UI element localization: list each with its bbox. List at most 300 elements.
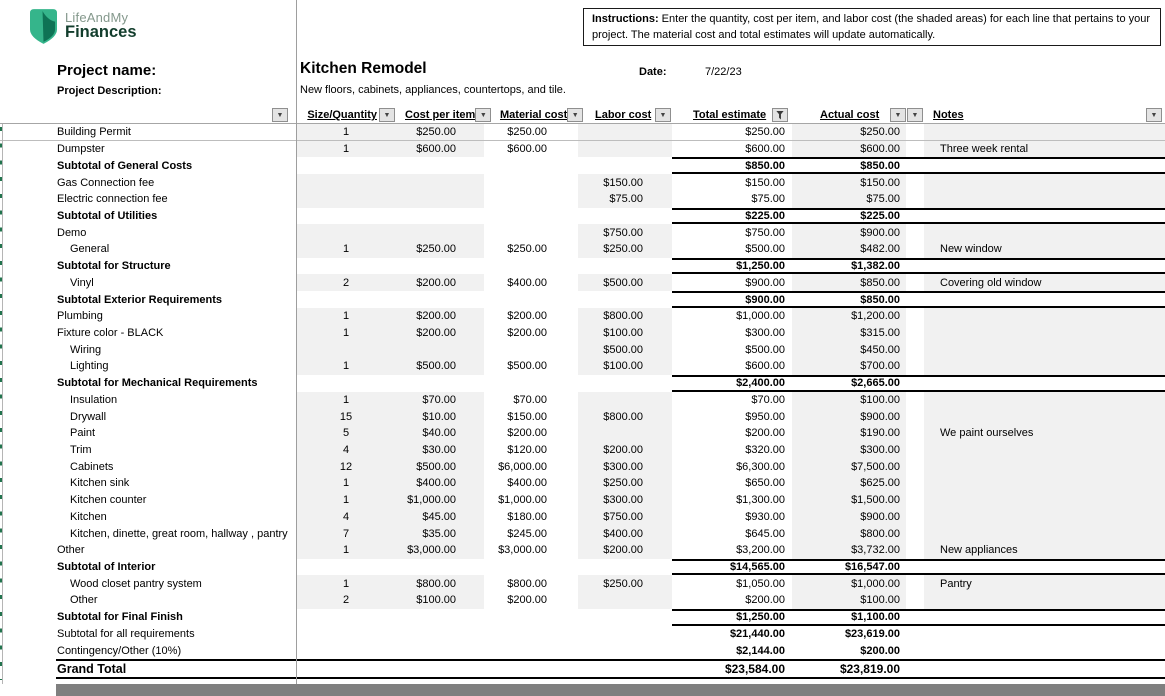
cell-item-name[interactable]: Other	[57, 544, 85, 557]
cell-actual-cost[interactable]: $23,619.00	[844, 627, 900, 640]
cell-notes[interactable]	[924, 442, 1165, 459]
filter-applied-button-total-estimate[interactable]	[772, 108, 788, 122]
filter-button-actual-cost[interactable]	[890, 108, 906, 122]
cell-size-quantity[interactable]	[296, 375, 396, 392]
cell-actual-cost[interactable]: $1,500.00	[792, 492, 906, 509]
cell-actual-cost[interactable]: $850.00	[792, 291, 906, 308]
cell-actual-cost[interactable]: $850.00	[792, 157, 906, 174]
cell-cost-per-item[interactable]	[396, 174, 484, 191]
cell-actual-cost[interactable]: $600.00	[792, 141, 906, 158]
cell-item-name[interactable]: Building Permit	[57, 125, 131, 138]
project-description-value[interactable]: New floors, cabinets, appliances, countertops, and tile.	[300, 84, 566, 96]
cell-cost-per-item[interactable]: $70.00	[396, 392, 484, 409]
cell-notes[interactable]	[924, 308, 1165, 325]
header-items-column	[0, 107, 296, 123]
cell-size-quantity[interactable]: 1	[296, 392, 396, 409]
cell-item-name[interactable]: Subtotal for all requirements	[57, 627, 195, 640]
cell-cost-per-item[interactable]: $200.00	[396, 308, 484, 325]
cell-material-cost	[484, 258, 578, 275]
cell-notes[interactable]	[924, 458, 1165, 475]
cell-item-name[interactable]: Lighting	[70, 360, 109, 373]
cell-labor-cost[interactable]: $100.00	[578, 358, 672, 375]
table-row	[0, 592, 1165, 609]
cell-size-quantity[interactable]	[296, 642, 396, 659]
cell-actual-cost[interactable]: $1,100.00	[792, 609, 906, 626]
cell-cost-per-item[interactable]	[396, 157, 484, 174]
cell-gap	[906, 325, 924, 342]
cell-gap	[906, 509, 924, 526]
cell-labor-cost[interactable]: $400.00	[578, 525, 672, 542]
cell-labor-cost[interactable]: $750.00	[578, 224, 672, 241]
table-row	[0, 642, 1165, 659]
cell-cost-per-item[interactable]: $200.00	[396, 325, 484, 342]
cell-item-name[interactable]: Plumbing	[57, 310, 103, 323]
cell-item-name[interactable]: Subtotal for Structure	[57, 260, 171, 273]
cell-labor-cost[interactable]: $250.00	[578, 241, 672, 258]
cell-actual-cost[interactable]: $7,500.00	[792, 458, 906, 475]
date-value[interactable]: 7/22/23	[705, 66, 742, 78]
cell-actual-cost[interactable]: $250.00	[792, 124, 906, 140]
cell-item-name[interactable]: Vinyl	[70, 276, 94, 289]
cell-gap	[906, 475, 924, 492]
project-description-label: Project Description:	[57, 85, 162, 97]
cell-actual-cost[interactable]: $75.00	[792, 191, 906, 208]
cell-actual-cost[interactable]: $850.00	[792, 274, 906, 291]
table-row	[0, 442, 1165, 459]
cell-labor-cost[interactable]	[578, 157, 672, 174]
cell-notes[interactable]	[924, 124, 1165, 140]
cell-cost-per-item[interactable]: $100.00	[396, 592, 484, 609]
table-row	[0, 341, 1165, 358]
cell-item-name[interactable]: Wood closet pantry system	[70, 577, 202, 590]
filter-button-size-quantity[interactable]	[379, 108, 395, 122]
cell-total-estimate: $900.00	[672, 291, 792, 308]
cell-notes[interactable]: Three week rental	[924, 141, 1165, 158]
cell-material-cost: $400.00	[507, 477, 547, 490]
cell-cost-per-item[interactable]: $400.00	[396, 475, 484, 492]
cell-gap	[906, 358, 924, 375]
cell-notes[interactable]	[924, 375, 1165, 392]
cell-size-quantity[interactable]: 4	[296, 442, 396, 459]
cell-material-cost: $500.00	[507, 360, 547, 373]
cell-labor-cost[interactable]	[578, 592, 672, 609]
cell-notes[interactable]	[924, 157, 1165, 174]
cell-notes[interactable]	[924, 642, 1165, 659]
table-row	[0, 559, 1165, 576]
cell-actual-cost[interactable]: $700.00	[792, 358, 906, 375]
cell-size-quantity[interactable]	[296, 609, 396, 626]
cell-total-estimate: $1,050.00	[736, 577, 785, 590]
cell-cost-per-item[interactable]: $600.00	[396, 141, 484, 158]
project-name-value[interactable]: Kitchen Remodel	[300, 60, 427, 77]
funnel-icon	[776, 111, 784, 120]
cell-material-cost	[484, 375, 578, 392]
cell-cost-per-item[interactable]	[396, 291, 484, 308]
cell-size-quantity[interactable]: 1	[296, 141, 396, 158]
left-edge-line	[2, 124, 3, 684]
cell-material-cost: $200.00	[507, 427, 547, 440]
cell-material-cost	[484, 659, 578, 679]
cell-actual-cost[interactable]: $2,665.00	[792, 375, 906, 392]
cell-notes[interactable]	[924, 626, 1165, 643]
cell-notes[interactable]	[924, 258, 1165, 275]
table-row	[0, 157, 1165, 174]
cell-gap	[906, 542, 924, 559]
cell-gap	[906, 258, 924, 275]
brand-line1: LifeAndMy	[65, 10, 129, 25]
cell-size-quantity[interactable]: 1	[296, 308, 396, 325]
header-actual-cost: Actual cost ▼	[792, 107, 906, 123]
cell-labor-cost[interactable]	[578, 642, 672, 659]
cell-gap	[906, 291, 924, 308]
cell-labor-cost[interactable]: $800.00	[578, 308, 672, 325]
cell-material-cost	[484, 609, 578, 626]
cell-cost-per-item[interactable]	[396, 208, 484, 225]
cell-labor-cost[interactable]	[578, 659, 672, 679]
cell-item-name[interactable]: Grand Total	[57, 661, 127, 676]
cell-size-quantity[interactable]: 1	[296, 124, 396, 140]
cell-size-quantity[interactable]	[296, 659, 396, 679]
cell-total-estimate: $3,200.00	[736, 544, 785, 557]
table-row	[0, 241, 1165, 258]
table-row	[0, 224, 1165, 241]
cell-size-quantity[interactable]: 1	[296, 575, 396, 592]
cell-item-name[interactable]: Subtotal Exterior Requirements	[57, 293, 223, 306]
cell-cost-per-item[interactable]	[396, 609, 484, 626]
table-row	[0, 375, 1165, 392]
cell-cost-per-item[interactable]	[396, 642, 484, 659]
cell-cost-per-item[interactable]: $1,000.00	[396, 492, 484, 509]
cell-actual-cost[interactable]: $225.00	[792, 208, 906, 225]
cell-notes[interactable]	[924, 208, 1165, 225]
cell-labor-cost[interactable]: $500.00	[578, 341, 672, 358]
cell-actual-cost[interactable]: $23,819.00	[839, 661, 900, 676]
cell-item-name[interactable]: Subtotal of Interior	[57, 561, 156, 574]
cell-labor-cost[interactable]	[578, 375, 672, 392]
cell-cost-per-item[interactable]	[396, 626, 484, 643]
cell-item-name[interactable]: Kitchen sink	[70, 477, 130, 490]
cell-actual-cost[interactable]: $900.00	[792, 224, 906, 241]
cell-item-name[interactable]: Demo	[57, 226, 87, 239]
cell-actual-cost[interactable]: $900.00	[792, 509, 906, 526]
cell-actual-cost[interactable]: $625.00	[792, 475, 906, 492]
filter-button-labor-cost[interactable]	[655, 108, 671, 122]
cell-cost-per-item[interactable]: $200.00	[396, 274, 484, 291]
cell-labor-cost[interactable]	[578, 559, 672, 576]
cell-notes[interactable]	[924, 358, 1165, 375]
cell-total-estimate: $70.00	[751, 393, 785, 406]
cell-actual-cost[interactable]: $1,382.00	[792, 258, 906, 275]
cell-size-quantity[interactable]	[296, 291, 396, 308]
cell-total-estimate: $900.00	[745, 276, 785, 289]
cell-actual-cost[interactable]: $1,000.00	[792, 575, 906, 592]
cell-actual-cost[interactable]: $100.00	[792, 392, 906, 409]
chevron-down-icon: ▼	[276, 111, 284, 119]
cell-size-quantity[interactable]	[296, 626, 396, 643]
cell-gap	[906, 425, 924, 442]
cell-notes[interactable]	[924, 559, 1165, 576]
cell-material-cost: $120.00	[507, 444, 547, 457]
cell-item-name[interactable]: Trim	[70, 444, 92, 457]
date-label: Date:	[639, 66, 667, 78]
cell-size-quantity[interactable]: 2	[296, 274, 396, 291]
cell-material-cost	[484, 559, 578, 576]
cell-notes[interactable]	[924, 341, 1165, 358]
cell-material-cost	[484, 191, 578, 208]
cell-labor-cost[interactable]: $250.00	[578, 475, 672, 492]
cell-actual-cost[interactable]: $1,200.00	[792, 308, 906, 325]
cell-total-estimate: $250.00	[745, 125, 785, 138]
cell-size-quantity[interactable]: 4	[296, 509, 396, 526]
cell-cost-per-item[interactable]: $250.00	[396, 241, 484, 258]
cell-total-estimate: $200.00	[745, 427, 785, 440]
cell-material-cost	[484, 291, 578, 308]
cell-size-quantity[interactable]	[296, 559, 396, 576]
table-row	[0, 141, 1165, 158]
cell-size-quantity[interactable]: 15	[296, 408, 396, 425]
cell-labor-cost[interactable]: $300.00	[578, 458, 672, 475]
cell-notes[interactable]: Pantry	[924, 575, 1165, 592]
cell-item-name[interactable]: General	[70, 243, 110, 256]
cell-item-name[interactable]: Kitchen	[70, 510, 107, 523]
cell-notes[interactable]	[924, 174, 1165, 191]
cell-actual-cost[interactable]: $450.00	[792, 341, 906, 358]
cell-gap	[906, 559, 924, 576]
cell-total-estimate: $500.00	[745, 343, 785, 356]
cell-total-estimate: $21,440.00	[729, 627, 785, 640]
cell-size-quantity[interactable]: 1	[296, 325, 396, 342]
filter-button-notes[interactable]	[1146, 108, 1162, 122]
cell-actual-cost[interactable]: $482.00	[792, 241, 906, 258]
cell-size-quantity[interactable]	[296, 191, 396, 208]
table-row	[0, 191, 1165, 208]
cell-item-name[interactable]: Contingency/Other (10%)	[57, 644, 182, 657]
cell-labor-cost[interactable]	[578, 392, 672, 409]
cell-item-name[interactable]: Fixture color - BLACK	[57, 326, 164, 339]
cell-labor-cost[interactable]	[578, 258, 672, 275]
cell-total-estimate: $850.00	[672, 157, 792, 174]
cell-size-quantity[interactable]: 1	[296, 475, 396, 492]
cell-notes[interactable]	[924, 659, 1165, 679]
cell-item-name[interactable]: Electric connection fee	[57, 193, 168, 206]
cell-gap	[906, 659, 924, 679]
cell-labor-cost[interactable]: $500.00	[578, 274, 672, 291]
cell-labor-cost[interactable]	[578, 425, 672, 442]
cell-notes[interactable]	[924, 609, 1165, 626]
cell-cost-per-item[interactable]: $45.00	[396, 509, 484, 526]
cell-actual-cost[interactable]: $900.00	[792, 408, 906, 425]
cell-labor-cost[interactable]: $75.00	[578, 191, 672, 208]
header-labor-cost: Labor cost ▼	[578, 107, 672, 123]
cell-labor-cost[interactable]: $100.00	[578, 325, 672, 342]
cell-notes[interactable]	[924, 475, 1165, 492]
cell-labor-cost[interactable]	[578, 609, 672, 626]
table-row	[0, 458, 1165, 475]
chevron-down-icon: ▼	[571, 111, 579, 119]
cell-labor-cost[interactable]	[578, 124, 672, 140]
cell-item-name[interactable]: Cabinets	[70, 460, 114, 473]
cell-material-cost: $6,000.00	[498, 460, 547, 473]
cell-labor-cost[interactable]: $300.00	[578, 492, 672, 509]
cell-labor-cost[interactable]: $200.00	[578, 542, 672, 559]
cell-actual-cost[interactable]: $190.00	[792, 425, 906, 442]
cell-labor-cost[interactable]	[578, 291, 672, 308]
cell-material-cost	[484, 157, 578, 174]
cell-size-quantity[interactable]: 7	[296, 525, 396, 542]
cell-item-name[interactable]: Subtotal of Utilities	[57, 209, 158, 222]
cell-item-name[interactable]: Gas Connection fee	[57, 176, 155, 189]
cell-gap	[906, 392, 924, 409]
cell-gap	[906, 458, 924, 475]
cell-notes[interactable]	[924, 325, 1165, 342]
cell-size-quantity[interactable]	[296, 208, 396, 225]
cell-labor-cost[interactable]	[578, 626, 672, 643]
brand-shield-icon	[30, 9, 57, 49]
filter-button-spare[interactable]	[907, 108, 923, 122]
cell-notes[interactable]	[924, 525, 1165, 542]
table-row	[0, 325, 1165, 342]
cell-item-name[interactable]: Subtotal for Final Finish	[57, 611, 183, 624]
cell-size-quantity[interactable]: 1	[296, 358, 396, 375]
cell-size-quantity[interactable]: 2	[296, 592, 396, 609]
cell-cost-per-item[interactable]: $500.00	[396, 358, 484, 375]
cell-size-quantity[interactable]: 5	[296, 425, 396, 442]
cell-material-cost	[484, 174, 578, 191]
cell-notes[interactable]	[924, 408, 1165, 425]
cell-item-name[interactable]: Kitchen counter	[70, 494, 147, 507]
cell-size-quantity[interactable]: 1	[296, 542, 396, 559]
cell-gap	[906, 609, 924, 626]
cell-material-cost	[484, 642, 578, 659]
cell-cost-per-item[interactable]	[396, 191, 484, 208]
cell-item-name[interactable]: Kitchen, dinette, great room, hallway , pantry	[70, 527, 288, 540]
cell-labor-cost[interactable]: $250.00	[578, 575, 672, 592]
cell-material-cost	[484, 224, 578, 241]
chevron-down-icon: ▼	[894, 111, 902, 119]
table-row	[0, 308, 1165, 325]
cell-size-quantity[interactable]	[296, 341, 396, 358]
cell-cost-per-item[interactable]: $500.00	[396, 458, 484, 475]
cell-notes[interactable]: New appliances	[924, 542, 1165, 559]
cell-gap	[906, 341, 924, 358]
cell-labor-cost[interactable]: $800.00	[578, 408, 672, 425]
cell-notes[interactable]	[924, 191, 1165, 208]
cell-item-name[interactable]: Drywall	[70, 410, 107, 423]
cell-cost-per-item[interactable]	[396, 375, 484, 392]
instructions-box	[583, 8, 1161, 46]
cell-actual-cost[interactable]: $3,732.00	[792, 542, 906, 559]
cell-actual-cost[interactable]: $150.00	[792, 174, 906, 191]
cell-cost-per-item[interactable]: $35.00	[396, 525, 484, 542]
cell-material-cost: $200.00	[507, 310, 547, 323]
cell-labor-cost[interactable]: $150.00	[578, 174, 672, 191]
cell-cost-per-item[interactable]: $3,000.00	[396, 542, 484, 559]
cell-cost-per-item[interactable]: $800.00	[396, 575, 484, 592]
cell-total-estimate: $200.00	[745, 594, 785, 607]
table-header-row	[0, 107, 1165, 124]
cell-cost-per-item[interactable]: $30.00	[396, 442, 484, 459]
cell-actual-cost[interactable]: $800.00	[792, 525, 906, 542]
cell-notes[interactable]	[924, 492, 1165, 509]
cell-gap	[906, 191, 924, 208]
cell-item-name[interactable]: Insulation	[70, 393, 118, 406]
cell-notes[interactable]	[924, 592, 1165, 609]
chevron-down-icon: ▼	[479, 111, 487, 119]
cell-labor-cost[interactable]	[578, 208, 672, 225]
cell-actual-cost[interactable]: $300.00	[792, 442, 906, 459]
cell-cost-per-item[interactable]	[396, 224, 484, 241]
cell-total-estimate: $600.00	[745, 143, 785, 156]
cell-notes[interactable]: New window	[924, 241, 1165, 258]
table-row	[0, 208, 1165, 225]
cell-material-cost: $600.00	[507, 143, 547, 156]
cell-notes[interactable]	[924, 224, 1165, 241]
cell-gap	[906, 274, 924, 291]
cell-total-estimate: $320.00	[745, 444, 785, 457]
table-row	[0, 542, 1165, 559]
filter-button-items[interactable]	[272, 108, 288, 122]
cell-size-quantity[interactable]	[296, 258, 396, 275]
cell-notes[interactable]: Covering old window	[924, 274, 1165, 291]
table-row	[0, 425, 1165, 442]
cell-item-name[interactable]: Subtotal of General Costs	[57, 159, 193, 172]
cell-cost-per-item[interactable]	[396, 341, 484, 358]
cell-notes[interactable]	[924, 291, 1165, 308]
column-divider-line	[296, 0, 297, 684]
cell-cost-per-item[interactable]	[396, 559, 484, 576]
table-row	[0, 525, 1165, 542]
cell-notes[interactable]	[924, 509, 1165, 526]
cell-item-name[interactable]: Wiring	[70, 343, 102, 356]
cell-size-quantity[interactable]	[296, 174, 396, 191]
cell-cost-per-item[interactable]	[396, 659, 484, 679]
cell-total-estimate: $930.00	[745, 510, 785, 523]
cell-size-quantity[interactable]	[296, 224, 396, 241]
cell-size-quantity[interactable]: 1	[296, 492, 396, 509]
cell-gap	[906, 525, 924, 542]
cell-labor-cost[interactable]	[578, 141, 672, 158]
table-row	[0, 659, 1165, 679]
cell-actual-cost[interactable]: $200.00	[860, 644, 900, 657]
cell-item-name[interactable]: Subtotal for Mechanical Requirements	[57, 377, 258, 390]
cell-actual-cost[interactable]: $100.00	[792, 592, 906, 609]
cell-material-cost: $250.00	[507, 243, 547, 256]
cell-size-quantity[interactable]: 1	[296, 241, 396, 258]
cell-notes[interactable]	[924, 392, 1165, 409]
cell-cost-per-item[interactable]: $40.00	[396, 425, 484, 442]
table-row	[0, 392, 1165, 409]
cell-actual-cost[interactable]: $315.00	[792, 325, 906, 342]
cell-size-quantity[interactable]: 12	[296, 458, 396, 475]
table-body	[0, 124, 1165, 679]
cell-cost-per-item[interactable]: $10.00	[396, 408, 484, 425]
cell-cost-per-item[interactable]	[396, 258, 484, 275]
chevron-down-icon: ▼	[911, 111, 919, 119]
cell-item-name[interactable]: Dumpster	[57, 143, 105, 156]
cell-size-quantity[interactable]	[296, 157, 396, 174]
cell-labor-cost[interactable]: $200.00	[578, 442, 672, 459]
cell-total-estimate: $150.00	[745, 176, 785, 189]
instructions-label: Instructions:	[592, 13, 659, 25]
cell-material-cost: $800.00	[507, 577, 547, 590]
cell-cost-per-item[interactable]: $250.00	[396, 124, 484, 140]
bottom-gray-bar	[56, 684, 1165, 696]
cell-labor-cost[interactable]: $750.00	[578, 509, 672, 526]
cell-actual-cost[interactable]: $16,547.00	[792, 559, 906, 576]
cell-item-name[interactable]: Other	[70, 594, 98, 607]
cell-notes[interactable]: We paint ourselves	[924, 425, 1165, 442]
cell-item-name[interactable]: Paint	[70, 427, 96, 440]
